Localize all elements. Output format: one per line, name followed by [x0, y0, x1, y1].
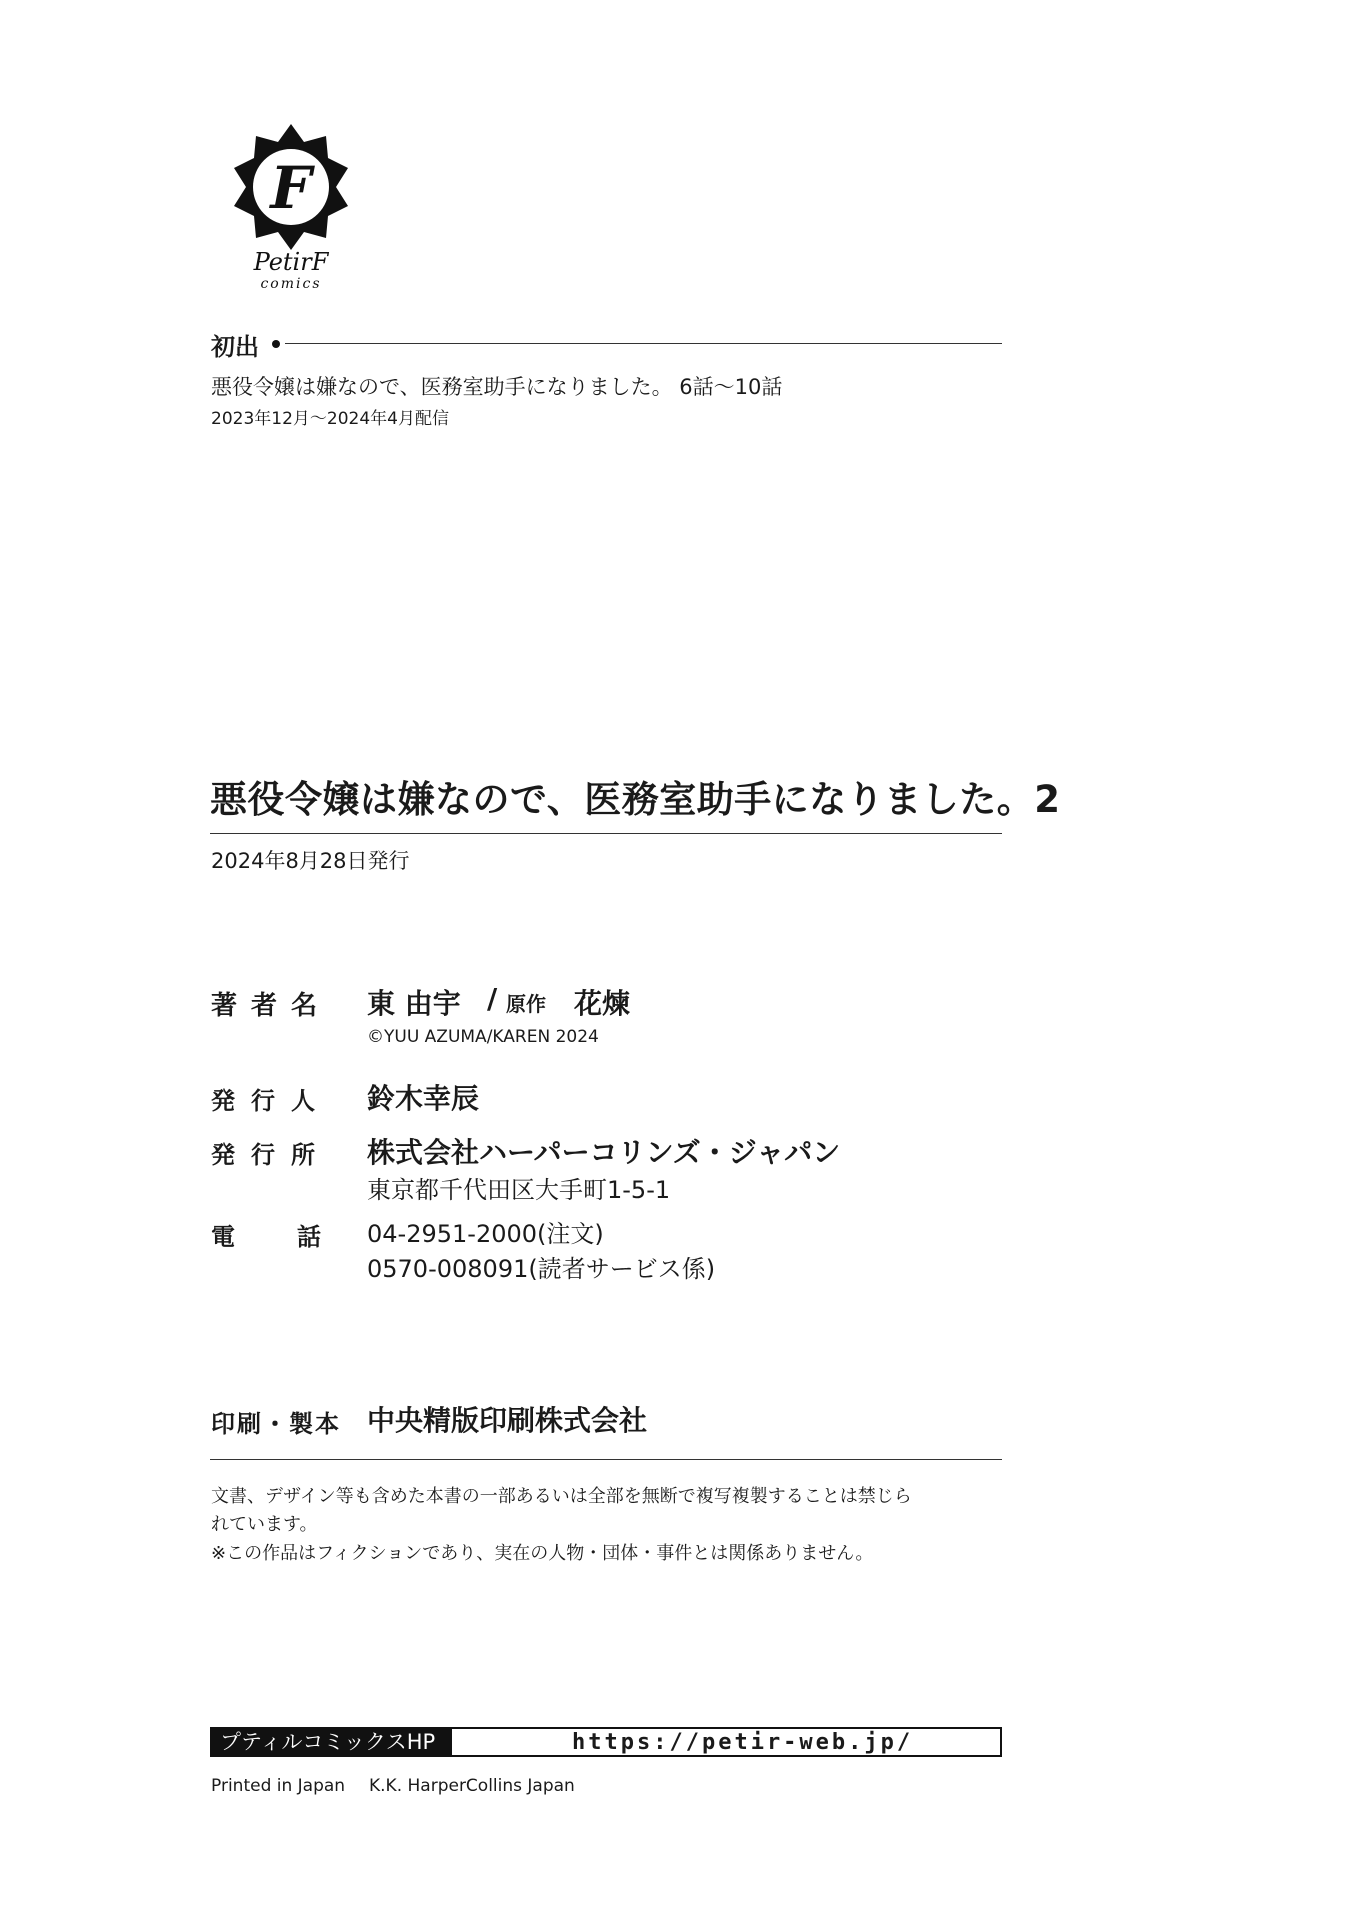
publisher-person: 鈴木幸辰 — [367, 1082, 480, 1115]
logo-sub: comics — [260, 276, 322, 292]
copyright: ©YUU AZUMA/KAREN 2024 — [367, 1027, 599, 1047]
title-rule — [210, 833, 1002, 834]
company-name: K.K. HarperCollins Japan — [369, 1776, 575, 1796]
first-appearance-line2: 2023年12月〜2024年4月配信 — [211, 409, 449, 429]
bullet-dot — [272, 340, 280, 348]
phone-order: 04-2951-2000(注文) — [367, 1220, 604, 1248]
printing-company: 中央精版印刷株式会社 — [367, 1404, 648, 1437]
original-label: 原作 — [506, 992, 546, 1016]
phone-service: 0570-008091(読者サービス係) — [367, 1255, 716, 1283]
logo-brand: PetirF — [253, 248, 329, 276]
author-name: 東 由宇 — [367, 987, 461, 1020]
notice-line2: れています。 — [211, 1514, 318, 1535]
publisher-person-label: 発行人 — [211, 1087, 331, 1115]
author-label: 著者名 — [211, 991, 332, 1021]
notice-line1: 文書、デザイン等も含めた本書の一部あるいは全部を無断で複写複製することは禁じら — [211, 1486, 912, 1507]
author-separator: / — [487, 982, 498, 1015]
petir-f-logo — [232, 122, 350, 292]
original-name: 花煉 — [574, 987, 631, 1020]
notice-rule — [210, 1459, 1002, 1460]
printing-label: 印刷・製本 — [211, 1410, 341, 1438]
printed-in-japan: Printed in Japan — [211, 1776, 346, 1796]
heading-rule — [285, 343, 1002, 344]
notice-line3: ※この作品はフィクションであり、実在の人物・団体・事件とは関係ありません。 — [211, 1543, 874, 1564]
book-title: 悪役令嬢は嫌なので、医務室助手になりました。2 — [210, 778, 1061, 821]
publisher-address: 東京都千代田区大手町1-5-1 — [367, 1176, 671, 1204]
publisher-name: 株式会社ハーパーコリンズ・ジャパン — [367, 1136, 841, 1169]
logo-letter: F — [270, 154, 312, 222]
publisher-label: 発行所 — [211, 1141, 331, 1169]
first-appearance-heading: 初出 — [211, 333, 259, 361]
first-appearance-line1: 悪役令嬢は嫌なので、医務室助手になりました。 6話〜10話 — [211, 375, 783, 399]
website-label: プティルコミックスHP — [212, 1729, 452, 1755]
publication-date: 2024年8月28日発行 — [211, 849, 410, 873]
website-bar — [210, 1727, 1002, 1757]
phone-label: 電話 — [211, 1223, 383, 1251]
website-url[interactable]: https://petir-web.jp/ — [572, 1730, 914, 1755]
